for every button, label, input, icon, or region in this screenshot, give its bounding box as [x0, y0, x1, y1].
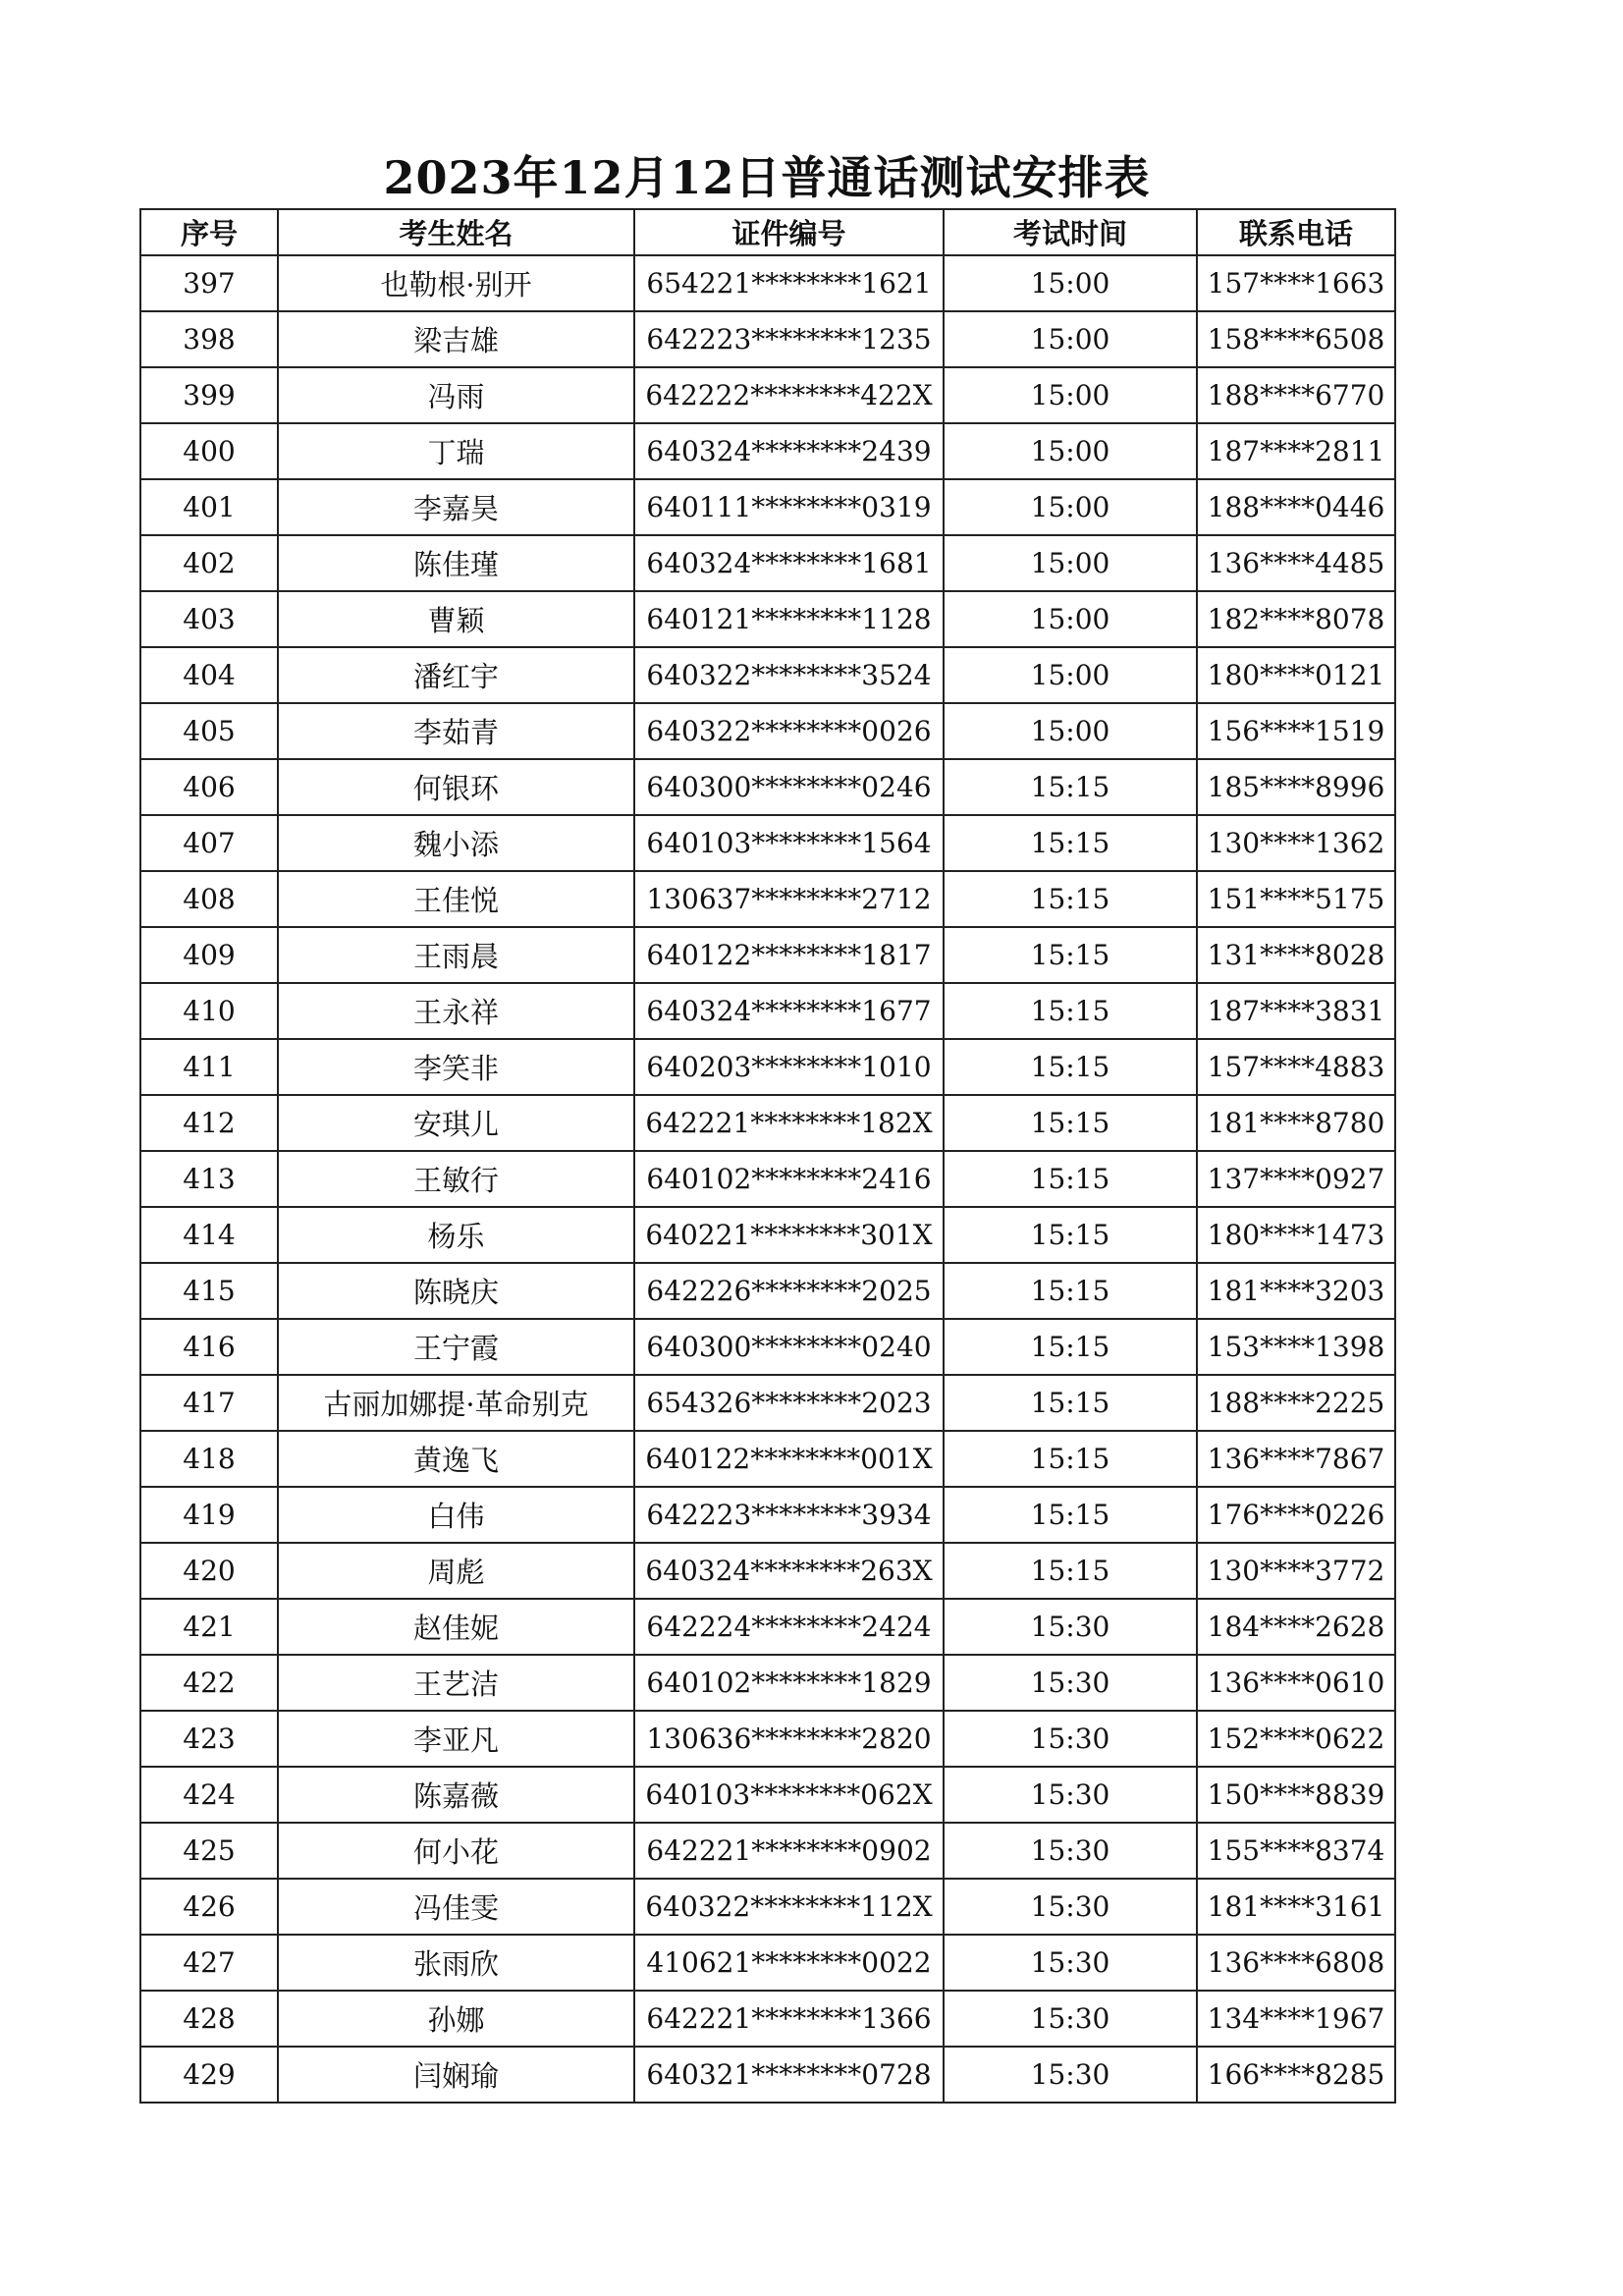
cell-id: 640102********1829 — [634, 1655, 944, 1711]
cell-id: 640221********301X — [634, 1207, 944, 1263]
cell-seq: 406 — [140, 759, 278, 815]
cell-seq: 419 — [140, 1487, 278, 1543]
cell-name: 也勒根·别开 — [278, 255, 634, 311]
table-row — [140, 1935, 1395, 1991]
table-row — [140, 1655, 1395, 1711]
cell-name: 曹颖 — [278, 591, 634, 647]
cell-phone: 181****3203 — [1197, 1263, 1395, 1319]
table-row — [140, 1487, 1395, 1543]
cell-name: 王艺洁 — [278, 1655, 634, 1711]
cell-id: 642221********182X — [634, 1095, 944, 1151]
cell-time: 15:15 — [944, 983, 1197, 1039]
cell-phone: 136****0610 — [1197, 1655, 1395, 1711]
table-row — [140, 367, 1395, 423]
cell-id: 640122********1817 — [634, 927, 944, 983]
cell-phone: 155****8374 — [1197, 1823, 1395, 1879]
cell-name: 李嘉昊 — [278, 479, 634, 535]
cell-phone: 188****2225 — [1197, 1375, 1395, 1431]
cell-phone: 157****1663 — [1197, 255, 1395, 311]
cell-time: 15:15 — [944, 1039, 1197, 1095]
cell-seq: 422 — [140, 1655, 278, 1711]
table-row — [140, 1095, 1395, 1151]
cell-seq: 429 — [140, 2047, 278, 2103]
cell-id: 640111********0319 — [634, 479, 944, 535]
cell-time: 15:30 — [944, 1991, 1197, 2047]
cell-seq: 405 — [140, 703, 278, 759]
cell-time: 15:30 — [944, 2047, 1197, 2103]
cell-seq: 428 — [140, 1991, 278, 2047]
cell-time: 15:15 — [944, 759, 1197, 815]
cell-seq: 403 — [140, 591, 278, 647]
table-row — [140, 2047, 1395, 2103]
cell-phone: 136****4485 — [1197, 535, 1395, 591]
cell-phone: 158****6508 — [1197, 311, 1395, 367]
cell-phone: 131****8028 — [1197, 927, 1395, 983]
cell-phone: 184****2628 — [1197, 1599, 1395, 1655]
cell-id: 642221********0902 — [634, 1823, 944, 1879]
cell-time: 15:15 — [944, 1151, 1197, 1207]
cell-seq: 416 — [140, 1319, 278, 1375]
cell-name: 陈嘉薇 — [278, 1767, 634, 1823]
cell-phone: 151****5175 — [1197, 871, 1395, 927]
cell-id: 640324********263X — [634, 1543, 944, 1599]
cell-time: 15:15 — [944, 871, 1197, 927]
cell-name: 黄逸飞 — [278, 1431, 634, 1487]
cell-seq: 425 — [140, 1823, 278, 1879]
cell-time: 15:15 — [944, 927, 1197, 983]
cell-time: 15:00 — [944, 255, 1197, 311]
cell-name: 陈佳瑾 — [278, 535, 634, 591]
cell-id: 654221********1621 — [634, 255, 944, 311]
cell-name: 孙娜 — [278, 1991, 634, 2047]
cell-id: 640103********062X — [634, 1767, 944, 1823]
cell-phone: 180****1473 — [1197, 1207, 1395, 1263]
cell-phone: 185****8996 — [1197, 759, 1395, 815]
cell-id: 640103********1564 — [634, 815, 944, 871]
cell-phone: 137****0927 — [1197, 1151, 1395, 1207]
cell-phone: 130****3772 — [1197, 1543, 1395, 1599]
cell-id: 642226********2025 — [634, 1263, 944, 1319]
cell-name: 李亚凡 — [278, 1711, 634, 1767]
cell-phone: 134****1967 — [1197, 1991, 1395, 2047]
cell-seq: 426 — [140, 1879, 278, 1935]
cell-id: 410621********0022 — [634, 1935, 944, 1991]
cell-time: 15:30 — [944, 1599, 1197, 1655]
cell-seq: 399 — [140, 367, 278, 423]
cell-phone: 156****1519 — [1197, 703, 1395, 759]
cell-phone: 187****2811 — [1197, 423, 1395, 479]
table-row — [140, 1263, 1395, 1319]
cell-id: 642221********1366 — [634, 1991, 944, 2047]
header-time: 考试时间 — [944, 209, 1197, 255]
cell-phone: 157****4883 — [1197, 1039, 1395, 1095]
table-row — [140, 647, 1395, 703]
cell-seq: 409 — [140, 927, 278, 983]
cell-id: 640322********112X — [634, 1879, 944, 1935]
schedule-table — [139, 208, 1396, 2104]
table-row — [140, 1431, 1395, 1487]
cell-seq: 423 — [140, 1711, 278, 1767]
cell-phone: 180****0121 — [1197, 647, 1395, 703]
cell-id: 640324********1677 — [634, 983, 944, 1039]
table-row — [140, 423, 1395, 479]
cell-id: 642223********3934 — [634, 1487, 944, 1543]
table-row — [140, 1375, 1395, 1431]
cell-time: 15:15 — [944, 1319, 1197, 1375]
table-row — [140, 1319, 1395, 1375]
cell-phone: 136****6808 — [1197, 1935, 1395, 1991]
table-row — [140, 1543, 1395, 1599]
cell-name: 周彪 — [278, 1543, 634, 1599]
table-row — [140, 311, 1395, 367]
cell-seq: 401 — [140, 479, 278, 535]
cell-seq: 418 — [140, 1431, 278, 1487]
cell-name: 王佳悦 — [278, 871, 634, 927]
cell-time: 15:30 — [944, 1711, 1197, 1767]
table-row — [140, 703, 1395, 759]
cell-name: 李茹青 — [278, 703, 634, 759]
cell-id: 640300********0246 — [634, 759, 944, 815]
cell-name: 王永祥 — [278, 983, 634, 1039]
cell-id: 640203********1010 — [634, 1039, 944, 1095]
header-id: 证件编号 — [634, 209, 944, 255]
cell-seq: 415 — [140, 1263, 278, 1319]
cell-seq: 397 — [140, 255, 278, 311]
cell-time: 15:00 — [944, 647, 1197, 703]
cell-seq: 414 — [140, 1207, 278, 1263]
cell-name: 张雨欣 — [278, 1935, 634, 1991]
cell-id: 640322********0026 — [634, 703, 944, 759]
cell-time: 15:30 — [944, 1655, 1197, 1711]
cell-phone: 181****8780 — [1197, 1095, 1395, 1151]
cell-id: 640322********3524 — [634, 647, 944, 703]
table-row — [140, 1823, 1395, 1879]
cell-phone: 181****3161 — [1197, 1879, 1395, 1935]
table-row — [140, 1879, 1395, 1935]
cell-seq: 398 — [140, 311, 278, 367]
cell-seq: 400 — [140, 423, 278, 479]
table-row — [140, 591, 1395, 647]
cell-name: 冯雨 — [278, 367, 634, 423]
cell-name: 安琪儿 — [278, 1095, 634, 1151]
cell-id: 642223********1235 — [634, 311, 944, 367]
table-row — [140, 1711, 1395, 1767]
cell-seq: 424 — [140, 1767, 278, 1823]
cell-time: 15:00 — [944, 367, 1197, 423]
cell-phone: 152****0622 — [1197, 1711, 1395, 1767]
cell-time: 15:15 — [944, 1207, 1197, 1263]
cell-name: 闫娴瑜 — [278, 2047, 634, 2103]
cell-seq: 404 — [140, 647, 278, 703]
cell-seq: 412 — [140, 1095, 278, 1151]
cell-name: 王宁霞 — [278, 1319, 634, 1375]
cell-name: 潘红宇 — [278, 647, 634, 703]
header-phone: 联系电话 — [1197, 209, 1395, 255]
table-row — [140, 1599, 1395, 1655]
cell-time: 15:00 — [944, 311, 1197, 367]
cell-phone: 153****1398 — [1197, 1319, 1395, 1375]
header-seq: 序号 — [140, 209, 278, 255]
cell-time: 15:30 — [944, 1879, 1197, 1935]
table-row — [140, 1151, 1395, 1207]
cell-time: 15:00 — [944, 479, 1197, 535]
cell-seq: 421 — [140, 1599, 278, 1655]
cell-seq: 427 — [140, 1935, 278, 1991]
cell-id: 640324********2439 — [634, 423, 944, 479]
cell-time: 15:30 — [944, 1935, 1197, 1991]
cell-name: 魏小添 — [278, 815, 634, 871]
cell-name: 赵佳妮 — [278, 1599, 634, 1655]
cell-id: 640321********0728 — [634, 2047, 944, 2103]
cell-id: 640300********0240 — [634, 1319, 944, 1375]
cell-seq: 410 — [140, 983, 278, 1039]
header-name: 考生姓名 — [278, 209, 634, 255]
cell-time: 15:00 — [944, 535, 1197, 591]
cell-phone: 182****8078 — [1197, 591, 1395, 647]
table-row — [140, 479, 1395, 535]
table-row — [140, 759, 1395, 815]
cell-name: 王敏行 — [278, 1151, 634, 1207]
table-row — [140, 983, 1395, 1039]
cell-time: 15:15 — [944, 1487, 1197, 1543]
cell-phone: 188****6770 — [1197, 367, 1395, 423]
cell-time: 15:15 — [944, 1375, 1197, 1431]
cell-time: 15:30 — [944, 1823, 1197, 1879]
cell-id: 640121********1128 — [634, 591, 944, 647]
cell-id: 130637********2712 — [634, 871, 944, 927]
cell-time: 15:30 — [944, 1767, 1197, 1823]
cell-phone: 188****0446 — [1197, 479, 1395, 535]
table-body — [140, 255, 1395, 2103]
cell-name: 王雨晨 — [278, 927, 634, 983]
cell-time: 15:15 — [944, 1095, 1197, 1151]
cell-name: 丁瑞 — [278, 423, 634, 479]
cell-id: 654326********2023 — [634, 1375, 944, 1431]
table-row — [140, 815, 1395, 871]
cell-name: 陈晓庆 — [278, 1263, 634, 1319]
cell-phone: 150****8839 — [1197, 1767, 1395, 1823]
cell-phone: 136****7867 — [1197, 1431, 1395, 1487]
table-row — [140, 255, 1395, 311]
cell-seq: 411 — [140, 1039, 278, 1095]
cell-time: 15:00 — [944, 703, 1197, 759]
cell-phone: 187****3831 — [1197, 983, 1395, 1039]
cell-time: 15:15 — [944, 815, 1197, 871]
table-row — [140, 1767, 1395, 1823]
cell-seq: 413 — [140, 1151, 278, 1207]
cell-seq: 417 — [140, 1375, 278, 1431]
cell-time: 15:15 — [944, 1263, 1197, 1319]
cell-id: 642224********2424 — [634, 1599, 944, 1655]
cell-name: 白伟 — [278, 1487, 634, 1543]
cell-name: 古丽加娜提·革命别克 — [278, 1375, 634, 1431]
cell-id: 642222********422X — [634, 367, 944, 423]
cell-phone: 166****8285 — [1197, 2047, 1395, 2103]
cell-phone: 130****1362 — [1197, 815, 1395, 871]
cell-name: 何银环 — [278, 759, 634, 815]
cell-seq: 408 — [140, 871, 278, 927]
table-row — [140, 927, 1395, 983]
cell-seq: 402 — [140, 535, 278, 591]
cell-id: 130636********2820 — [634, 1711, 944, 1767]
cell-id: 640122********001X — [634, 1431, 944, 1487]
table-row — [140, 1039, 1395, 1095]
cell-time: 15:00 — [944, 423, 1197, 479]
table-row — [140, 1991, 1395, 2047]
cell-name: 冯佳雯 — [278, 1879, 634, 1935]
cell-time: 15:15 — [944, 1431, 1197, 1487]
table-row — [140, 1207, 1395, 1263]
cell-name: 杨乐 — [278, 1207, 634, 1263]
page-title: 2023年12月12日普通话测试安排表 — [383, 151, 1151, 204]
cell-seq: 407 — [140, 815, 278, 871]
cell-time: 15:00 — [944, 591, 1197, 647]
cell-name: 李笑非 — [278, 1039, 634, 1095]
cell-time: 15:15 — [944, 1543, 1197, 1599]
cell-name: 何小花 — [278, 1823, 634, 1879]
cell-seq: 420 — [140, 1543, 278, 1599]
table-row — [140, 871, 1395, 927]
cell-id: 640324********1681 — [634, 535, 944, 591]
cell-id: 640102********2416 — [634, 1151, 944, 1207]
table-header-row — [140, 209, 1395, 255]
cell-name: 梁吉雄 — [278, 311, 634, 367]
table-row — [140, 535, 1395, 591]
cell-phone: 176****0226 — [1197, 1487, 1395, 1543]
